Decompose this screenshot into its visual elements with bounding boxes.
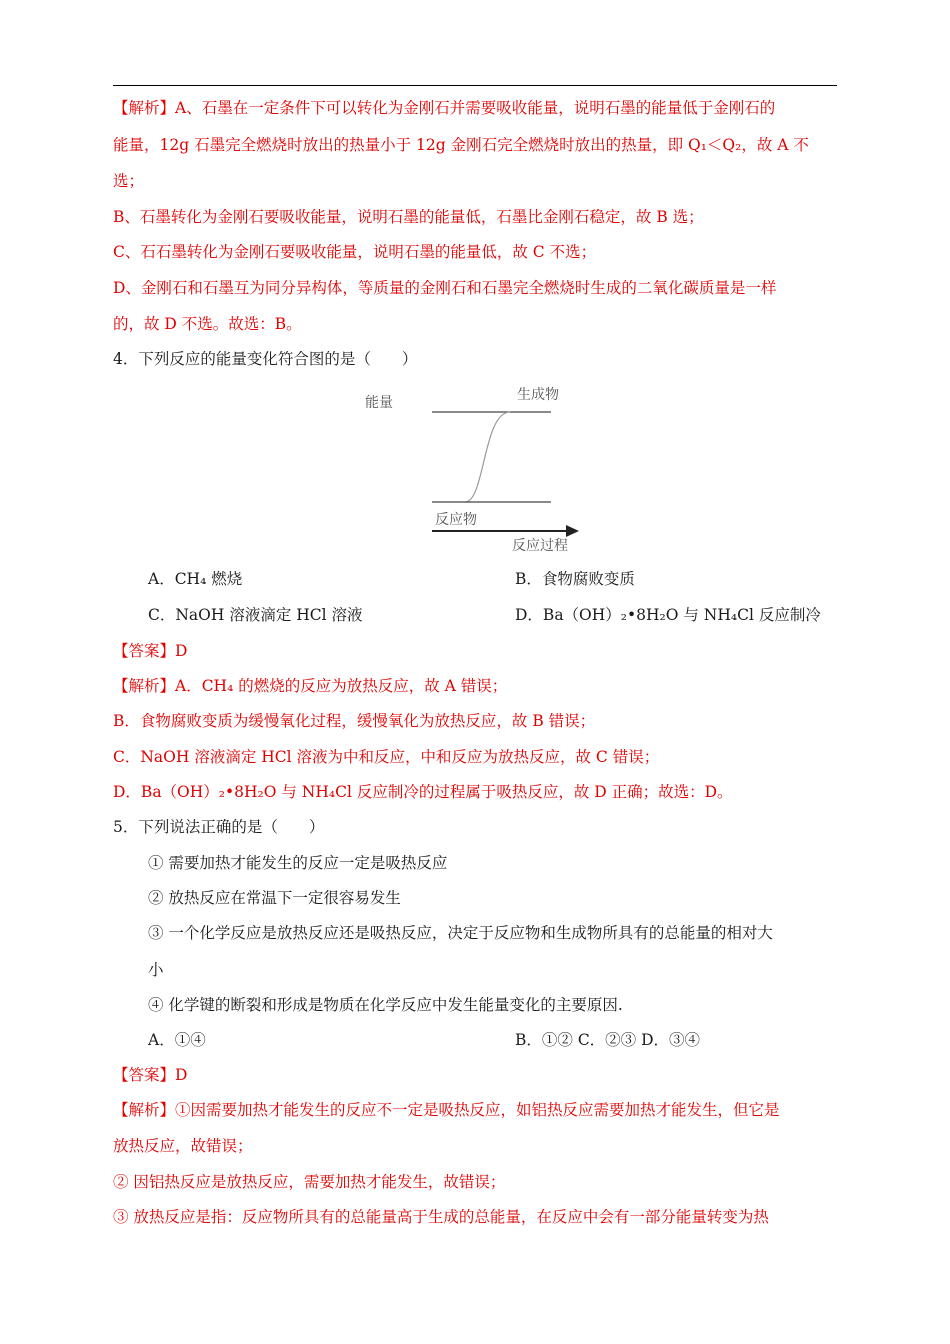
y-axis-label: 能量	[365, 395, 393, 411]
q5-analysis-line: ② 因铝热反应是放热反应，需要加热才能发生，故错误；	[113, 1173, 506, 1191]
q5-analysis-line: ③ 放热反应是指：反应物所具有的总能量高于生成的总能量，在反应中会有一部分能量转变为热	[113, 1208, 769, 1226]
energy-diagram	[355, 380, 595, 560]
q3-analysis-line: B、石墨转化为金刚石要吸收能量，说明石墨的能量低，石墨比金刚石稳定，故 B 选；	[113, 208, 704, 226]
q3-analysis-line: 选；	[113, 172, 145, 190]
q4-stem: 4．下列反应的能量变化符合图的是（ ）	[113, 350, 418, 368]
q5-statement: ④ 化学键的断裂和形成是物质在化学反应中发生能量变化的主要原因.	[148, 996, 623, 1014]
q5-options-bcd: B．①② C．②③ D．③④	[515, 1031, 701, 1049]
q4-option-b: B．食物腐败变质	[515, 570, 635, 588]
q3-analysis-line: D、金刚石和石墨互为同分异构体，等质量的金刚石和石墨完全燃烧时生成的二氧化碳质量是一样	[113, 279, 777, 297]
x-axis-label: 反应过程	[512, 538, 568, 554]
header-rule	[113, 85, 837, 86]
q3-analysis-line: C、石石墨转化为金刚石要吸收能量，说明石墨的能量低，故 C 不选；	[113, 243, 597, 261]
q3-analysis-line: 【解析】A、石墨在一定条件下可以转化为金刚石并需要吸收能量，说明石墨的能量低于金刚石的	[113, 99, 776, 117]
q4-analysis-line: 【解析】A．CH₄ 的燃烧的反应为放热反应，故 A 错误；	[113, 677, 508, 695]
q5-analysis-line: 【解析】①因需要加热才能发生的反应不一定是吸热反应，如铝热反应需要加热才能发生，但它是	[113, 1101, 780, 1119]
q5-statement: ① 需要加热才能发生的反应一定是吸热反应	[148, 854, 448, 872]
q4-option-c: C．NaOH 溶液滴定 HCl 溶液	[148, 606, 363, 624]
q5-statement: ② 放热反应在常温下一定很容易发生	[148, 889, 401, 907]
x-axis-arrow	[566, 525, 579, 537]
energy-diagram-svg	[355, 380, 595, 560]
q5-answer: 【答案】D	[113, 1066, 188, 1084]
energy-curve	[465, 412, 510, 502]
q3-analysis-line: 的，故 D 不选。故选：B。	[113, 315, 302, 333]
product-label: 生成物	[517, 387, 559, 403]
q4-option-d: D．Ba（OH）₂•8H₂O 与 NH₄Cl 反应制冷	[515, 606, 821, 624]
q3-analysis-line: 能量，12g 石墨完全燃烧时放出的热量小于 12g 金刚石完全燃烧时放出的热量，即 Q₁＜Q₂，故 A 不	[113, 136, 809, 154]
q5-statement: ③ 一个化学反应是放热反应还是吸热反应，决定于反应物和生成物所具有的总能量的相对大	[148, 924, 773, 942]
reactant-label: 反应物	[435, 512, 477, 528]
q5-option-a: A．①④	[148, 1031, 206, 1049]
q4-analysis-line: D．Ba（OH）₂•8H₂O 与 NH₄Cl 反应制冷的过程属于吸热反应，故 D 正确；故选：D。	[113, 783, 733, 801]
q5-analysis-line: 放热反应，故错误；	[113, 1137, 253, 1155]
q4-answer: 【答案】D	[113, 642, 188, 660]
q4-analysis-line: B．食物腐败变质为缓慢氧化过程，缓慢氧化为放热反应，故 B 错误；	[113, 712, 596, 730]
q4-analysis-line: C．NaOH 溶液滴定 HCl 溶液为中和反应，中和反应为放热反应，故 C 错误；	[113, 748, 660, 766]
q5-stem: 5．下列说法正确的是（ ）	[113, 818, 325, 836]
q4-option-a: A．CH₄ 燃烧	[148, 570, 243, 588]
q5-statement: 小	[148, 961, 164, 979]
